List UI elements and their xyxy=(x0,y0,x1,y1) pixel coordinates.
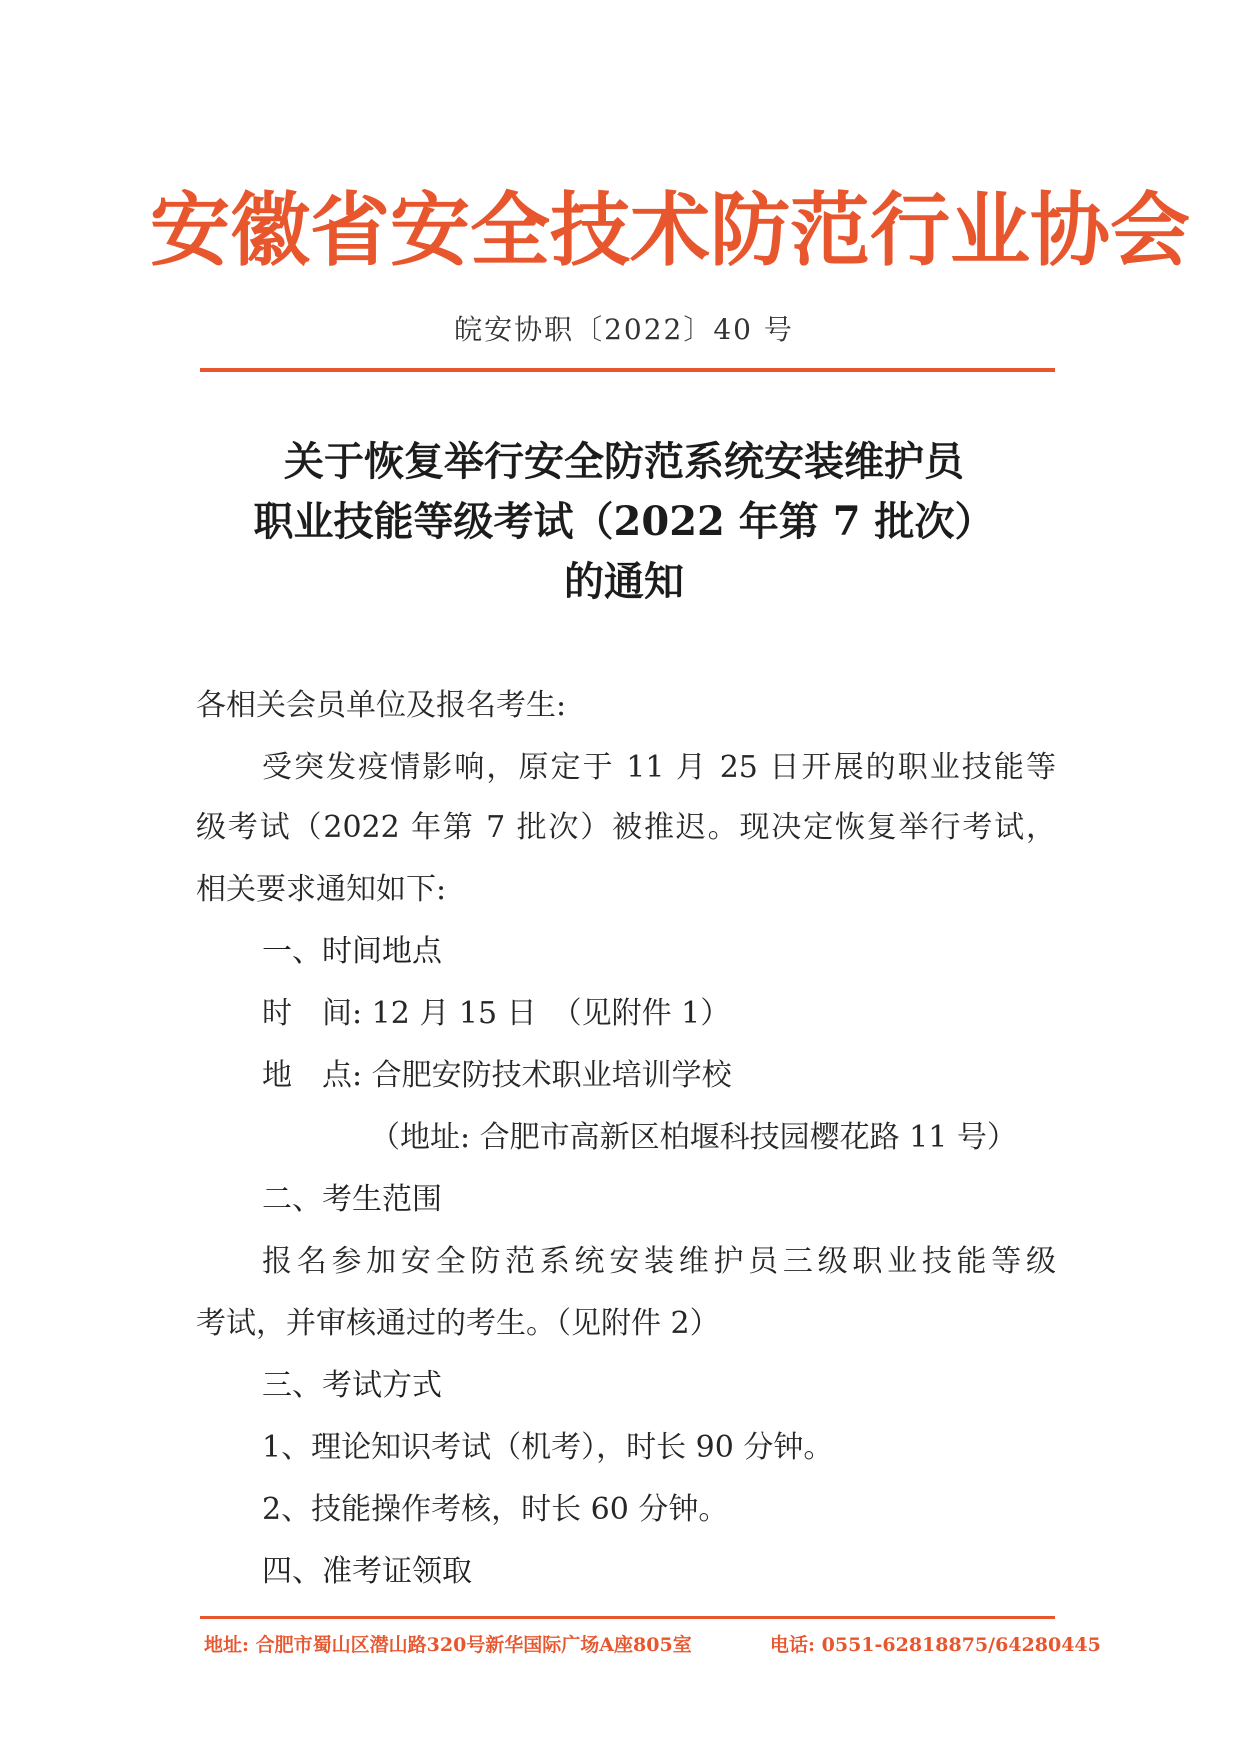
section2-heading: 二、考生范围 xyxy=(262,1182,442,1217)
footer-address: 地址: 合肥市蜀山区潜山路320号新华国际广场A座805室 xyxy=(204,1634,692,1656)
exam-place: 地 点: 合肥安防技术职业培训学校 xyxy=(262,1058,732,1093)
intro-line-3: 相关要求通知如下: xyxy=(196,872,447,907)
scope-line-1: 报名参加安全防范系统安装维护员三级职业技能等级 xyxy=(262,1244,1056,1279)
title-line-1: 关于恢复举行安全防范系统安装维护员 xyxy=(284,438,964,485)
section1-heading: 一、时间地点 xyxy=(262,934,442,969)
notice-title xyxy=(150,432,1098,612)
footer-divider xyxy=(200,1616,1055,1619)
title-line-3: 的通知 xyxy=(564,558,684,605)
scope-line-2: 考试，并审核通过的考生。（见附件 2） xyxy=(196,1306,720,1341)
title-line-2: 职业技能等级考试（2022 年第 7 批次） xyxy=(253,498,995,545)
footer-phone: 电话: 0551-62818875/64280445 xyxy=(770,1634,1101,1656)
org-name-header: 安徽省安全技术防范行业协会 xyxy=(150,183,1190,277)
intro-line-2: 级考试（2022 年第 7 批次）被推迟。现决定恢复举行考试， xyxy=(196,810,1056,845)
exam-address: （地址: 合肥市高新区柏堰科技园樱花路 11 号） xyxy=(370,1120,1017,1155)
exam-method-2: 2、技能操作考核，时长 60 分钟。 xyxy=(262,1492,729,1527)
header-divider xyxy=(200,368,1055,372)
salutation: 各相关会员单位及报名考生: xyxy=(196,688,567,723)
section4-heading: 四、准考证领取 xyxy=(262,1554,472,1589)
intro-line-1: 受突发疫情影响，原定于 11 月 25 日开展的职业技能等 xyxy=(262,750,1056,785)
exam-time: 时 间: 12 月 15 日 （见附件 1） xyxy=(262,996,731,1031)
exam-method-1: 1、理论知识考试（机考），时长 90 分钟。 xyxy=(262,1430,834,1465)
document-number: 皖安协职〔2022〕40 号 xyxy=(454,313,794,346)
section3-heading: 三、考试方式 xyxy=(262,1368,442,1403)
